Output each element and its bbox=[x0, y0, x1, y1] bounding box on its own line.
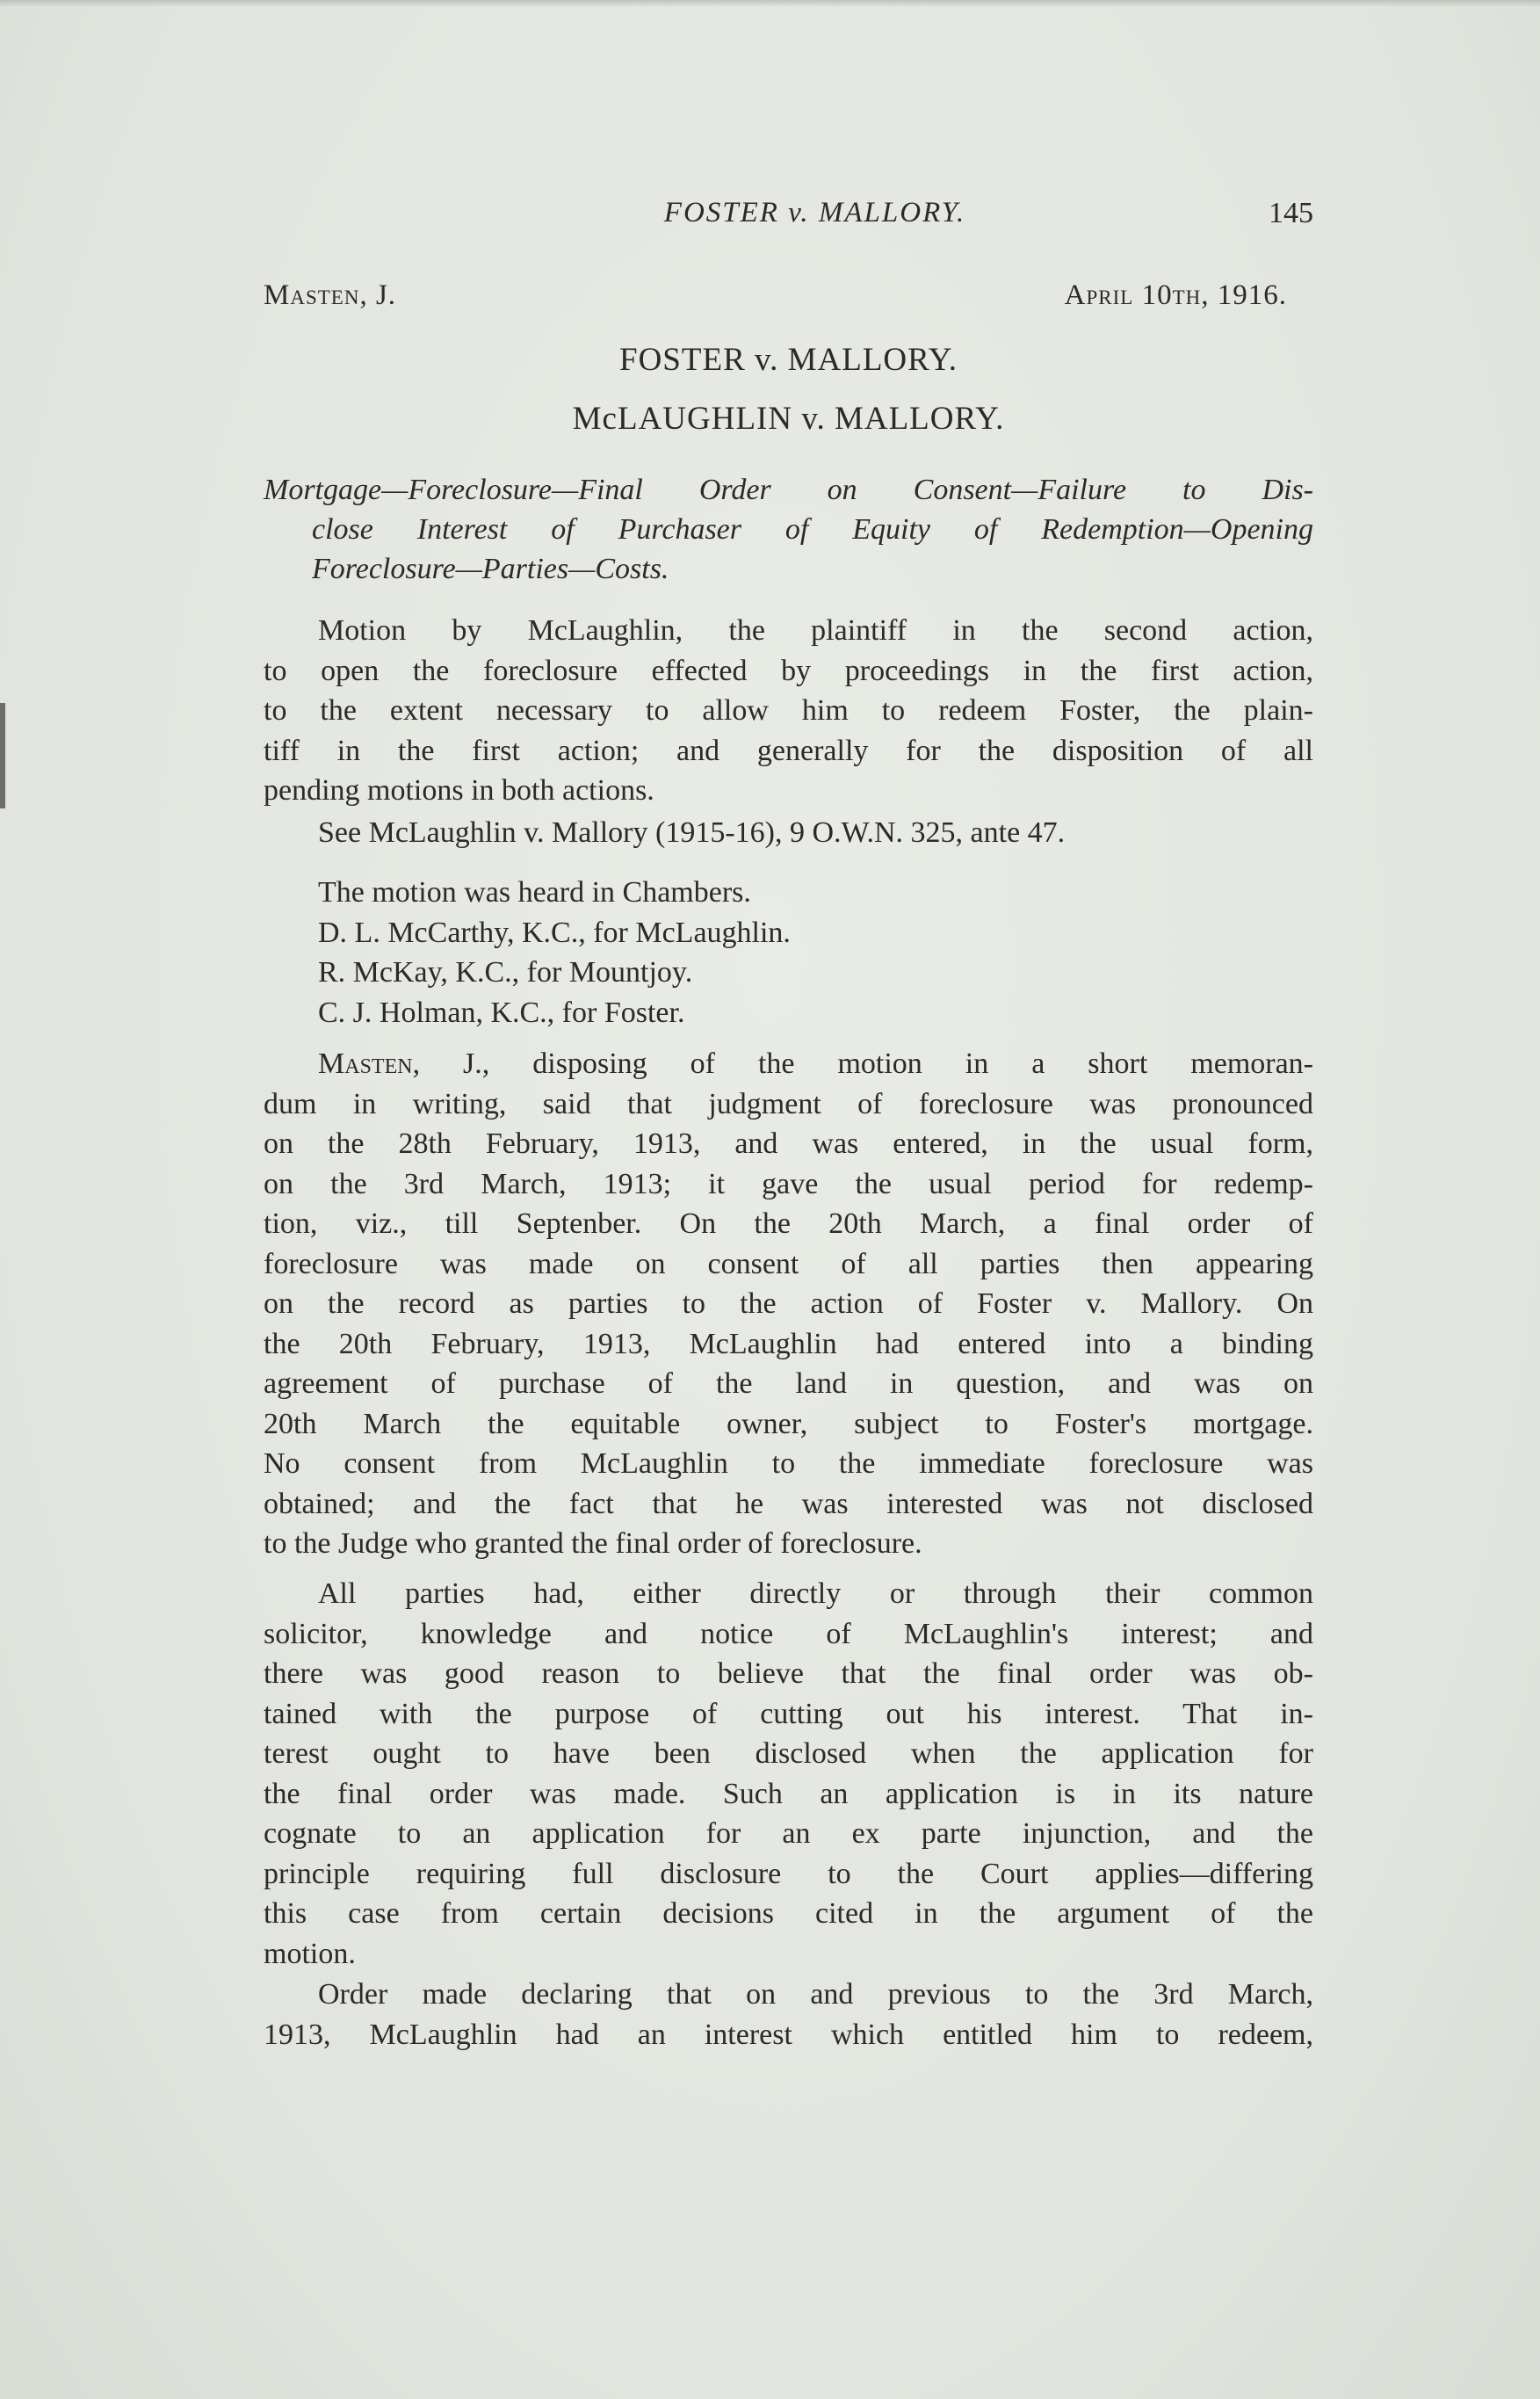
text-line: No consent from McLaughlin to the immediate foreclosure was bbox=[264, 1447, 1313, 1480]
text-line: Motion by McLaughlin, the plaintiff in the second action, bbox=[318, 614, 1313, 647]
counsel-list bbox=[264, 873, 1313, 1033]
judge-lead: Masten, J. bbox=[318, 1047, 482, 1080]
paragraph-judgment bbox=[264, 1044, 1313, 1564]
running-head bbox=[264, 197, 1313, 236]
text-line: to the extent necessary to allow him to redeem Foster, the plain- bbox=[264, 694, 1313, 727]
binding-shadow bbox=[0, 703, 5, 808]
text-line: foreclosure was made on consent of all parties then appearing bbox=[264, 1247, 1313, 1280]
counsel-line: C. J. Holman, K.C., for Foster. bbox=[318, 996, 685, 1029]
text-line: on the record as parties to the action of Foster v. Mallory. On bbox=[264, 1287, 1313, 1320]
running-head-title: FOSTER v. MALLORY. bbox=[663, 197, 966, 228]
text-line: terest ought to have been disclosed when the application for bbox=[264, 1737, 1313, 1770]
text-line: motion. bbox=[264, 1937, 356, 1970]
text-line: All parties had, either directly or through their common bbox=[318, 1577, 1313, 1610]
counsel-line: D. L. McCarthy, K.C., for McLaughlin. bbox=[318, 916, 791, 949]
counsel-line: R. McKay, K.C., for Mountjoy. bbox=[318, 956, 693, 989]
text-line: principle requiring full disclosure to the Court applies—differing bbox=[264, 1857, 1313, 1890]
text-line: agreement of purchase of the land in question, and was on bbox=[264, 1367, 1313, 1400]
text-line: tained with the purpose of cutting out his interest. That in- bbox=[264, 1697, 1313, 1730]
headnote-line: Mortgage—Foreclosure—Final Order on Consent—Failure to Dis- bbox=[264, 474, 1313, 506]
headnote-line: close Interest of Purchaser of Equity of Redemption—Opening bbox=[312, 513, 1313, 546]
text-line: obtained; and the fact that he was interested was not disclosed bbox=[264, 1487, 1313, 1520]
text-line bbox=[264, 1044, 1313, 1084]
text-line: to open the foreclosure effected by proceedings in the first action, bbox=[264, 654, 1313, 687]
text-line: pending motions in both actions. bbox=[264, 774, 654, 807]
paragraph-see-also bbox=[264, 813, 1313, 853]
text-line: the final order was made. Such an application is in its nature bbox=[264, 1777, 1313, 1810]
paragraph-disclosure bbox=[264, 1574, 1313, 1974]
page-top-edge bbox=[0, 0, 1540, 7]
text-line: on the 3rd March, 1913; it gave the usual period for redemp- bbox=[264, 1167, 1313, 1200]
text-line: cognate to an application for an ex parte injunction, and the bbox=[264, 1817, 1313, 1850]
case-title-foster: FOSTER v. MALLORY. bbox=[619, 342, 958, 378]
decision-date: April 10th, 1916. bbox=[1064, 279, 1287, 311]
text-line: tiff in the first action; and generally for the disposition of all bbox=[264, 734, 1313, 767]
paragraph-order bbox=[264, 1975, 1313, 2055]
headnote-line: Foreclosure—Parties—Costs. bbox=[312, 553, 669, 585]
text-line: solicitor, knowledge and notice of McLaughlin's interest; and bbox=[264, 1617, 1313, 1650]
headnote bbox=[264, 470, 1313, 589]
text-line: the 20th February, 1913, McLaughlin had entered into a binding bbox=[264, 1327, 1313, 1360]
text-line: Order made declaring that on and previous to the 3rd March, bbox=[318, 1978, 1313, 2011]
text-line: 20th March the equitable owner, subject to Foster's mortgage. bbox=[264, 1407, 1313, 1440]
text-line: this case from certain decisions cited in the argument of the bbox=[264, 1897, 1313, 1930]
counsel-line: The motion was heard in Chambers. bbox=[318, 876, 751, 909]
judge-name: Masten, J. bbox=[264, 279, 397, 311]
text-fragment: , disposing of the motion in a short memoran- bbox=[481, 1047, 1314, 1080]
text-line: to the Judge who granted the final order of foreclosure. bbox=[264, 1527, 922, 1560]
case-title-mclaughlin: McLAUGHLIN v. MALLORY. bbox=[572, 401, 1005, 437]
text-line: dum in writing, said that judgment of foreclosure was pronounced bbox=[264, 1087, 1313, 1120]
text-line: See McLaughlin v. Mallory (1915-16), 9 O.W.N. 325, ante 47. bbox=[318, 816, 1066, 849]
page-number: 145 bbox=[1269, 197, 1313, 229]
text-line: tion, viz., till Septenber. On the 20th March, a final order of bbox=[264, 1207, 1313, 1240]
text-line: 1913, McLaughlin had an interest which entitled him to redeem, bbox=[264, 2018, 1313, 2051]
text-line: on the 28th February, 1913, and was entered, in the usual form, bbox=[264, 1127, 1313, 1160]
paragraph-motion bbox=[264, 611, 1313, 811]
text-line: there was good reason to believe that the final order was ob- bbox=[264, 1657, 1313, 1690]
